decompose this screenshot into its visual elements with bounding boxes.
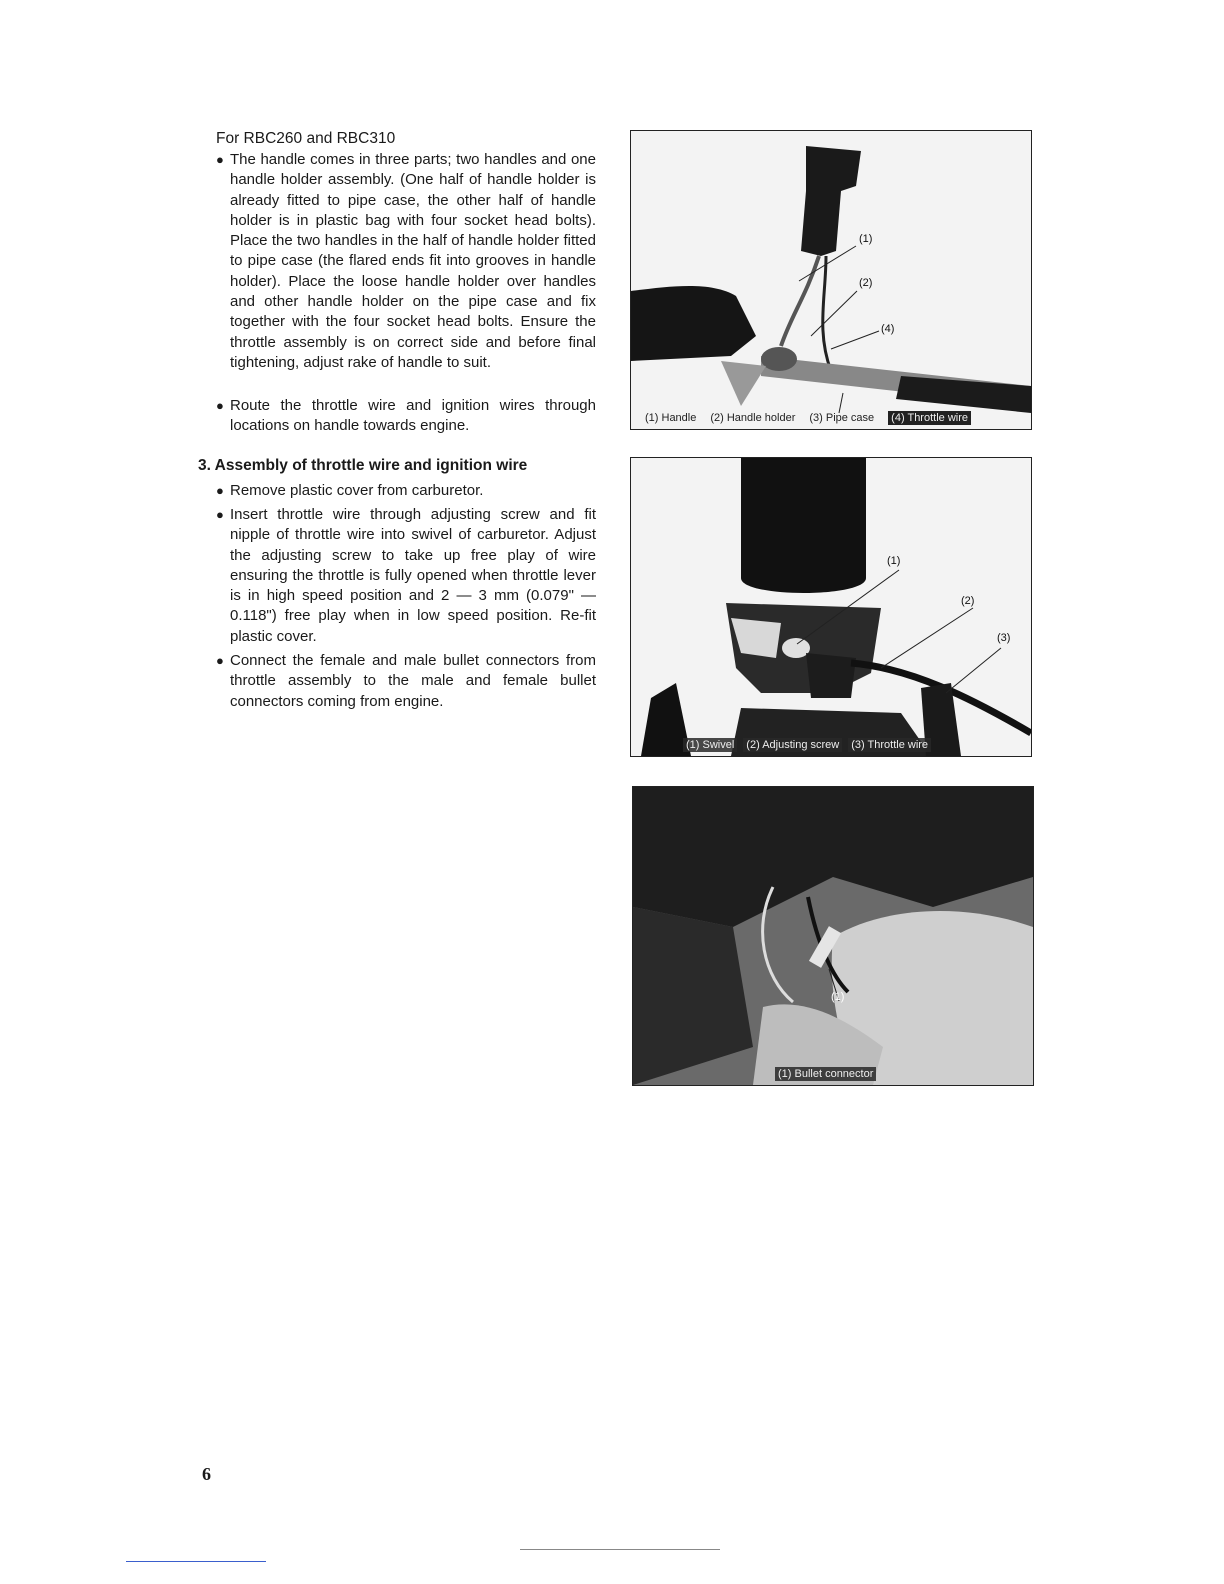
- caption-throttle-wire: (3) Throttle wire: [848, 738, 931, 752]
- bullet-connect-bullets: [216, 651, 596, 712]
- callout-2: (2): [961, 595, 975, 607]
- figure-caption: [631, 734, 1031, 756]
- figure-handle-assembly: [630, 130, 1032, 430]
- bullet-remove-cover: [216, 481, 596, 501]
- caption-pipe-case: (3) Pipe case: [809, 412, 875, 424]
- bullet-text: Connect the female and male bullet connectors from throttle assembly to the male and female bullet connectors coming from engine.: [230, 652, 596, 710]
- bullet-text: The handle comes in three parts; two handles and one handle holder assembly. (One half of handle holder is already fitted to pipe case, the other half of handle holder is in plastic bag with four socket head bolts). Place the two handles in the half of handle holder fitted to pipe case (the flared ends fit into grooves in handle holder). Place the loose handle holder over handles and other handle holder on the pipe case and fix together with the four socket head bolts. Ensure the throttle assembly is on correct side and before final tightening, adjust rake of handle to suit.: [230, 151, 596, 371]
- figure-throttle-wire: [630, 457, 1032, 757]
- figure-caption: [631, 407, 1031, 429]
- divider: [520, 1549, 720, 1550]
- section-heading: 3. Assembly of throttle wire and ignition wire: [198, 457, 528, 474]
- callout-2: (2): [859, 277, 873, 289]
- bullet-route-wires: [216, 396, 596, 437]
- caption-bullet-connector: (1) Bullet connector: [775, 1067, 876, 1081]
- caption-throttle-wire: (4) Throttle wire: [888, 411, 971, 425]
- figure-carburetor-photo: [631, 458, 1031, 756]
- callout-3: (3): [997, 632, 1011, 644]
- bullet-dot: ●: [216, 483, 224, 498]
- caption-swivel: (1) Swivel: [683, 738, 737, 752]
- bullet-insert-throttle-wire: [216, 505, 596, 647]
- caption-adjusting-screw: (2) Adjusting screw: [743, 738, 842, 752]
- caption-handle: (1) Handle: [645, 412, 697, 424]
- bullet-handle-assembly: [216, 150, 596, 373]
- figure-caption: [633, 1063, 1033, 1085]
- bullet-text: Insert throttle wire through adjusting screw and fit nipple of throttle wire into swivel of carburetor. Adjust the adjusting screw to take up free play of wire ensuring the throttle is fully opened when throttle lever is in high speed position and 2 — 3 mm (0.079" — 0.118") free play when in low speed position. Re-fit plastic cover.: [230, 506, 596, 645]
- divider: [126, 1561, 266, 1562]
- subheading: For RBC260 and RBC310: [216, 130, 396, 147]
- caption-handle-holder: (2) Handle holder: [710, 412, 796, 424]
- callout-4: (4): [881, 323, 895, 335]
- bullet-dot: ●: [216, 507, 224, 522]
- bullet-text: Remove plastic cover from carburetor.: [230, 482, 484, 499]
- callout-1: (1): [859, 233, 873, 245]
- figure-handle-photo: [631, 131, 1031, 429]
- bullet-dot: ●: [216, 398, 224, 413]
- figure-connector-photo: [633, 787, 1033, 1085]
- page-number: 6: [202, 1464, 211, 1484]
- bullet-dot: ●: [216, 653, 224, 668]
- callout-1: (1): [831, 991, 845, 1003]
- callout-1: (1): [887, 555, 901, 567]
- bullet-text: Route the throttle wire and ignition wires through locations on handle towards engine.: [230, 397, 596, 435]
- figure-bullet-connector: [632, 786, 1034, 1086]
- bullet-dot: ●: [216, 152, 224, 167]
